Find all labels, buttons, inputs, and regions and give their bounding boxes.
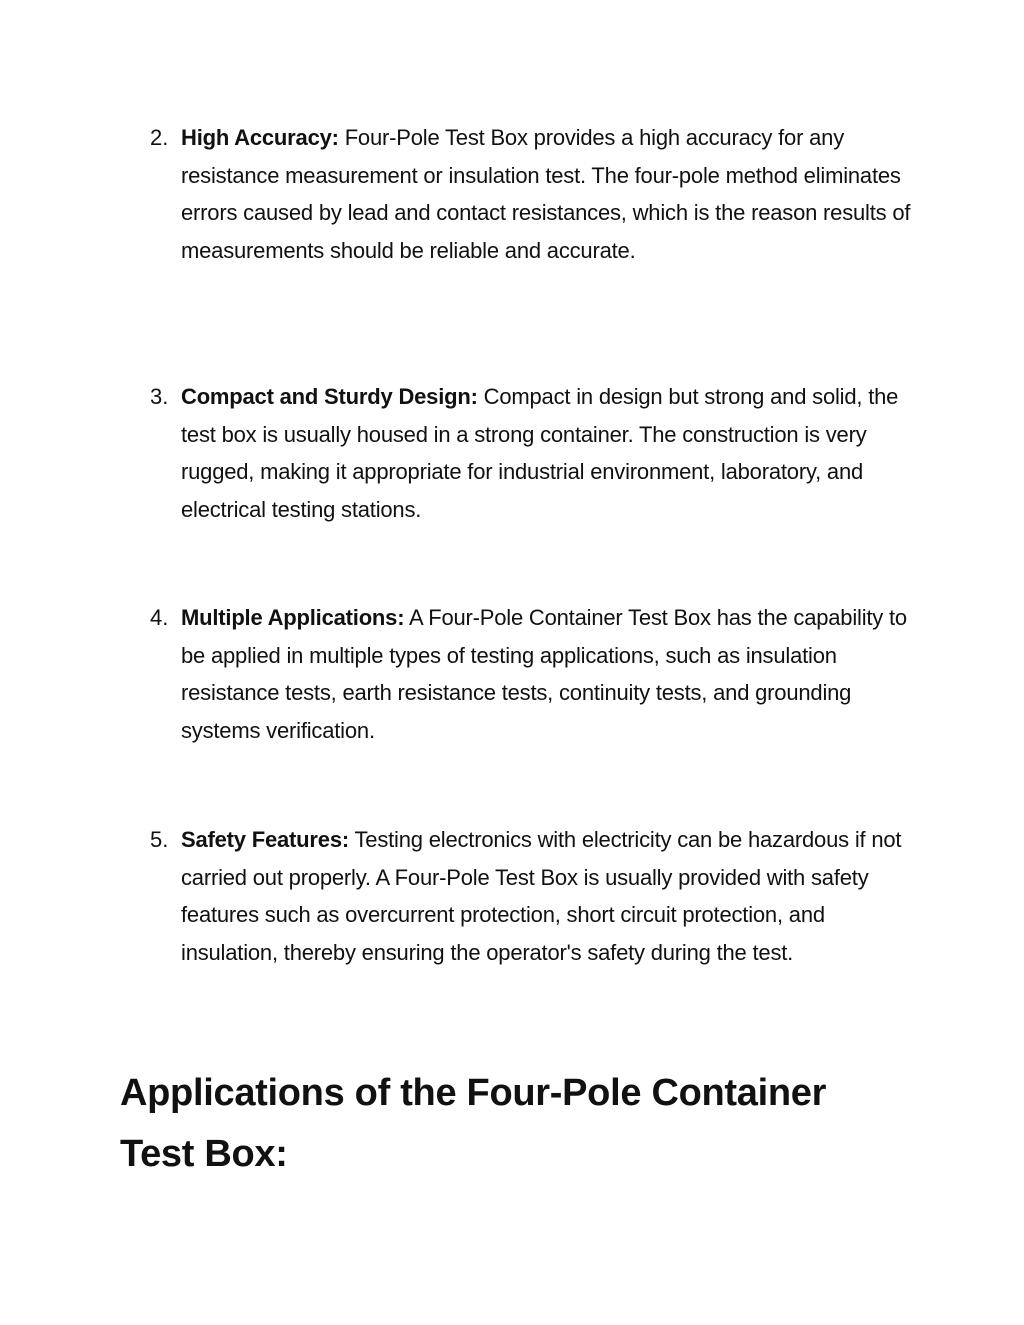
- list-item-body: [181, 119, 911, 269]
- list-item-term: Multiple Applications:: [181, 605, 405, 630]
- list-item-body: [181, 599, 911, 749]
- section-heading: Applications of the Four-Pole Container Test Box:: [120, 1072, 827, 1175]
- list-item-term: Safety Features:: [181, 827, 349, 852]
- list-item-number: 5.: [150, 827, 169, 852]
- list-item-term: Compact and Sturdy Design:: [181, 384, 478, 409]
- list-item-number: 3.: [150, 384, 169, 409]
- list-item-text: Compact in design but strong and solid, the test box is usually housed in a strong container. The construction is very rugged, making it appropriate for industrial environment, laboratory, and electrical testing stations.: [181, 384, 899, 522]
- list-item-number: 4.: [150, 605, 169, 630]
- list-item-text: Four-Pole Test Box provides a high accuracy for any resistance measurement or insulation test. The four-pole method eliminates errors caused by lead and contact resistances, which is the reason results of measurements should be reliable and accurate.: [181, 125, 911, 263]
- list-item-number: 2.: [150, 125, 169, 150]
- list-item-text: A Four-Pole Container Test Box has the capability to be applied in multiple types of testing applications, such as insulation resistance tests, earth resistance tests, continuity tests, and grounding systems verification.: [181, 605, 907, 743]
- list-item-body: [181, 378, 911, 528]
- list-item-term: High Accuracy:: [181, 125, 339, 150]
- list-item-text: Testing electronics with electricity can be hazardous if not carried out properly. A Four-Pole Test Box is usually provided with safety features such as overcurrent protection, short circuit protection, and insulation, thereby ensuring the operator's safety during the test.: [181, 827, 902, 965]
- list-item-body: [181, 821, 911, 971]
